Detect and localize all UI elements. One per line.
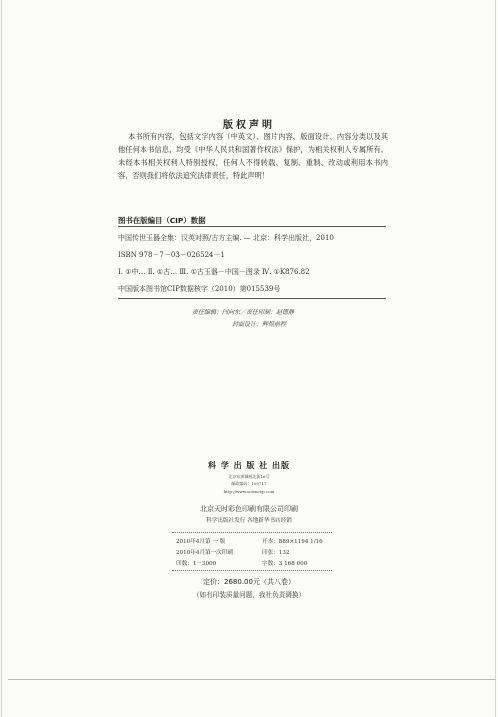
page-edge-left — [1, 0, 2, 717]
price-line: 定价：2680.00元（共八卷） — [203, 578, 295, 586]
edition-date: 2010年4月第 一 版 — [176, 539, 226, 545]
cover-design-line: 封面设计：辉煌前程 — [232, 321, 287, 328]
quality-notice: （如有印装质量问题，我社负责调换） — [192, 591, 306, 599]
edition-rule-bottom — [172, 570, 332, 571]
printer-line: 北京天时彩色印刷有限公司印刷 — [200, 505, 298, 513]
cip-line-isbn: ISBN 978－7－03－026524－1 — [118, 251, 225, 259]
cip-line-classification: Ⅰ. ①中… Ⅱ. ①古… Ⅲ. ①古玉器－中国－图录 Ⅳ. ①K876.82 — [118, 268, 310, 276]
cip-rule-bottom — [118, 298, 386, 299]
page-edge-right — [495, 0, 496, 717]
publisher-name: 科 学 出 版 社 出版 — [208, 460, 290, 470]
publisher-postcode: 邮政编码：100717 — [231, 481, 267, 486]
print-sheets: 印张：132 — [262, 550, 290, 556]
editors-line: 责任编辑：闫向东／责任印制：赵德静 — [192, 309, 295, 316]
print-date: 2010年4月第一次印刷 — [176, 550, 233, 556]
page-bottom-rule — [8, 679, 496, 680]
cip-line-title: 中国传世玉器全集：汉英对照/古方主编. — 北京：科学出版社，2010 — [118, 234, 334, 242]
print-run: 印数：1－3000 — [176, 561, 217, 567]
cip-heading: 图书在版编目（CIP）数据 — [118, 216, 206, 225]
cip-line-cip-number: 中国版本图书馆CIP数据核字（2010）第015539号 — [118, 285, 281, 293]
publisher-address: 北京东黄城根北街16号 — [228, 474, 270, 479]
cip-rule-top — [118, 226, 386, 227]
publisher-url: http://www.sciencep.com — [223, 489, 275, 494]
distribution-line: 科学出版社发行 各地新华书店经销 — [206, 518, 292, 524]
word-count: 字数：3 168 000 — [262, 561, 308, 567]
copyright-title: 版权声明 — [223, 120, 275, 131]
copyright-paragraph: 本书所有内容，包括文字内容（中英文）、图片内容、版面设计、内容分类以及其他任何本书信息，均受《中华人民共和国著作权法》保护，为相关权利人专属所有。未经本书相关权利人特别授权，任何人不得转载、复制、重制、改动或利用本书内容，否则我们将依法追究法律责任，特此声明！ — [118, 132, 388, 180]
format-size: 开本：889×1194 1/16 — [262, 539, 323, 545]
edition-rule-top — [172, 532, 332, 533]
copyright-statement — [118, 130, 388, 182]
